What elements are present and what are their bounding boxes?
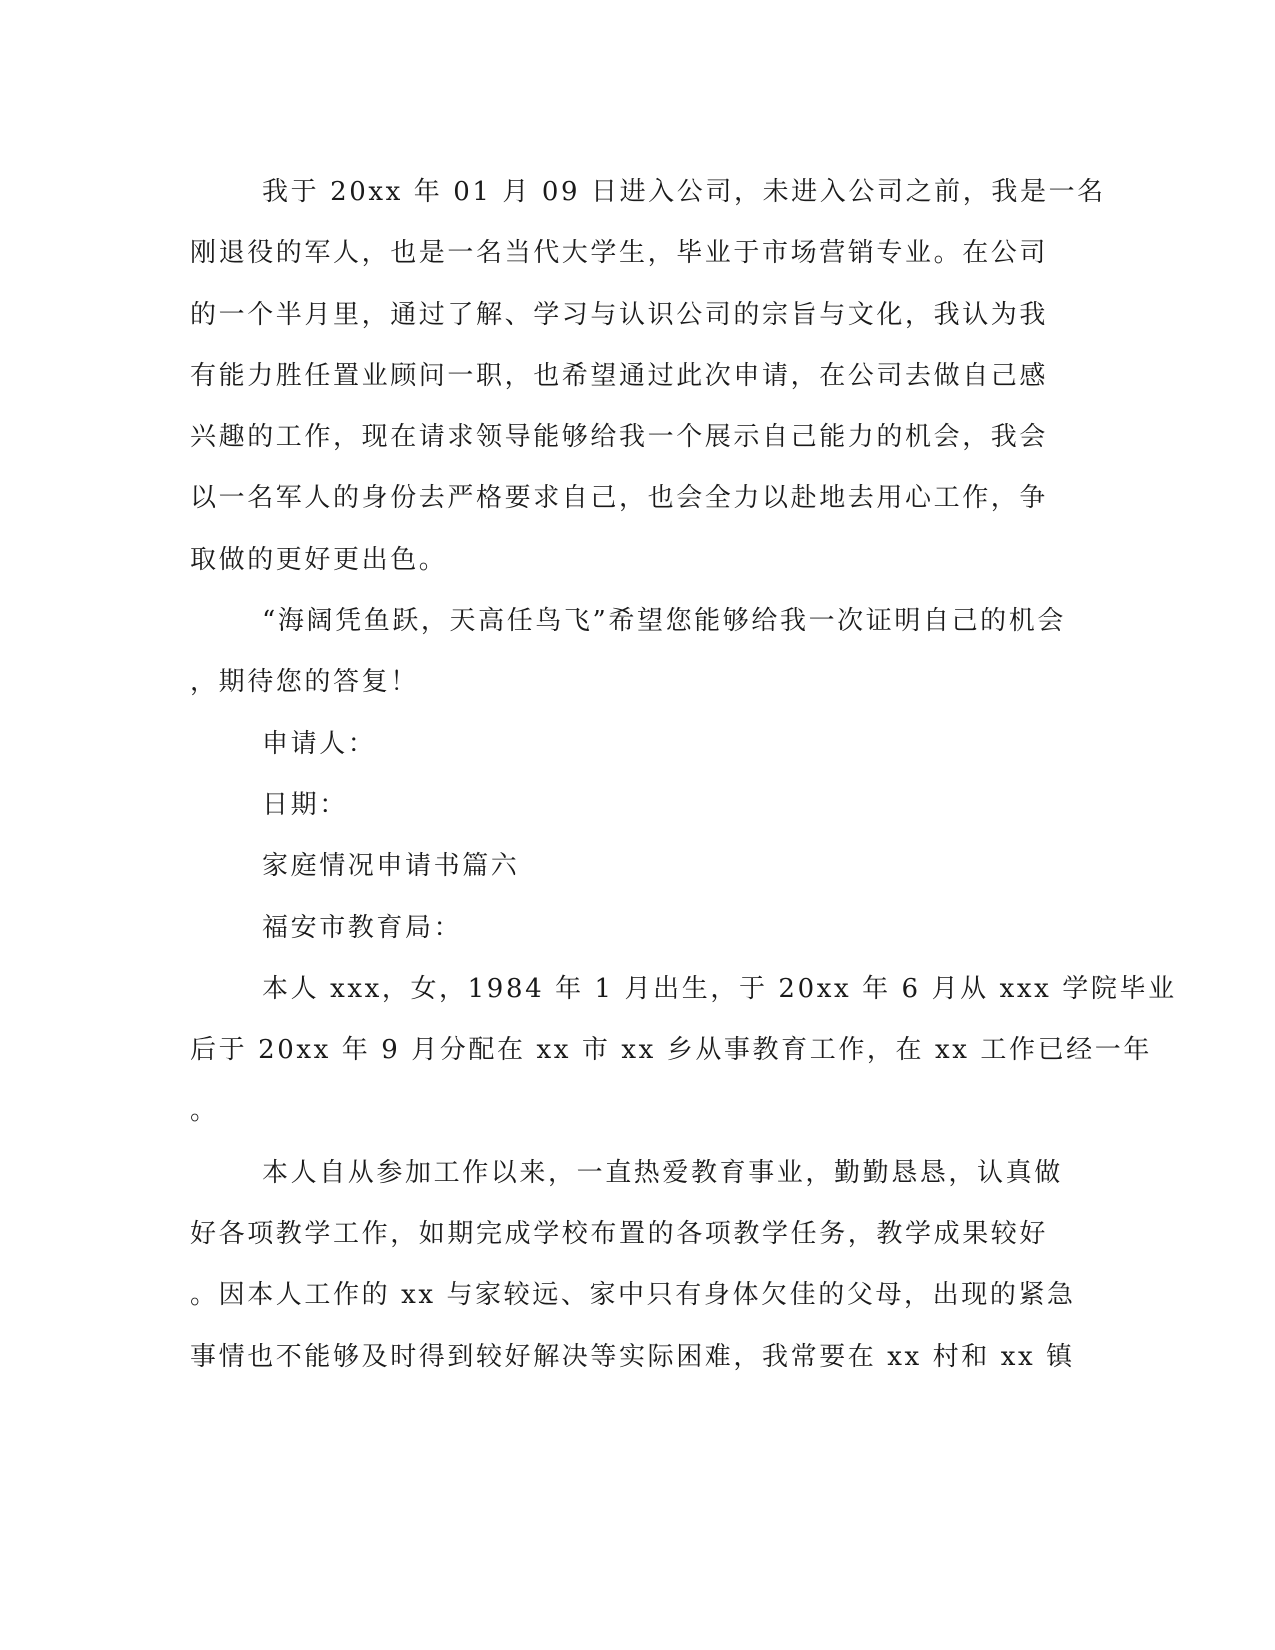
applicant-label: 申请人： [262, 728, 377, 759]
text-line: 本人 xxx，女，1984 年 1 月出生，于 20xx 年 6 月从 xxx 学院毕业 [262, 973, 1177, 1004]
text-line: 的一个半月里，通过了解、学习与认识公司的宗旨与文化，我认为我 [190, 299, 1049, 330]
quote-line: “海阔凭鱼跃，天高任鸟飞”希望您能够给我一次证明自己的机会 [262, 606, 1066, 637]
text-line: 。因本人工作的 xx 与家较远、家中只有身体欠佳的父母，出现的紧急 [190, 1280, 1076, 1311]
text-line: 本人自从参加工作以来，一直热爱教育事业，勤勤恳恳，认真做 [262, 1157, 1063, 1188]
document-body [190, 162, 1177, 1388]
text-line: 后于 20xx 年 9 月分配在 xx 市 xx 乡从事教育工作，在 xx 工作已经一年 [190, 1035, 1152, 1066]
text-line: 。 [190, 1096, 219, 1127]
text-line: 好各项教学工作，如期完成学校布置的各项教学任务，教学成果较好 [190, 1219, 1049, 1250]
text-line: 我于 20xx 年 01 月 09 日进入公司，未进入公司之前，我是一名 [262, 177, 1106, 207]
text-line: ，期待您的答复！ [190, 667, 419, 698]
text-line: 取做的更好更出色。 [190, 544, 448, 575]
date-label: 日期： [262, 789, 348, 820]
text-line: 刚退役的军人，也是一名当代大学生，毕业于市场营销专业。在公司 [190, 238, 1049, 269]
section-heading: 家庭情况申请书篇六 [262, 851, 520, 882]
text-line: 有能力胜任置业顾问一职，也希望通过此次申请，在公司去做自己感 [190, 360, 1049, 391]
text-line: 以一名军人的身份去严格要求自己，也会全力以赴地去用心工作，争 [190, 483, 1049, 514]
text-line: 兴趣的工作，现在请求领导能够给我一个展示自己能力的机会，我会 [190, 422, 1049, 453]
text-line: 事情也不能够及时得到较好解决等实际困难，我常要在 xx 村和 xx 镇 [190, 1341, 1075, 1372]
recipient-line: 福安市教育局： [262, 912, 463, 943]
